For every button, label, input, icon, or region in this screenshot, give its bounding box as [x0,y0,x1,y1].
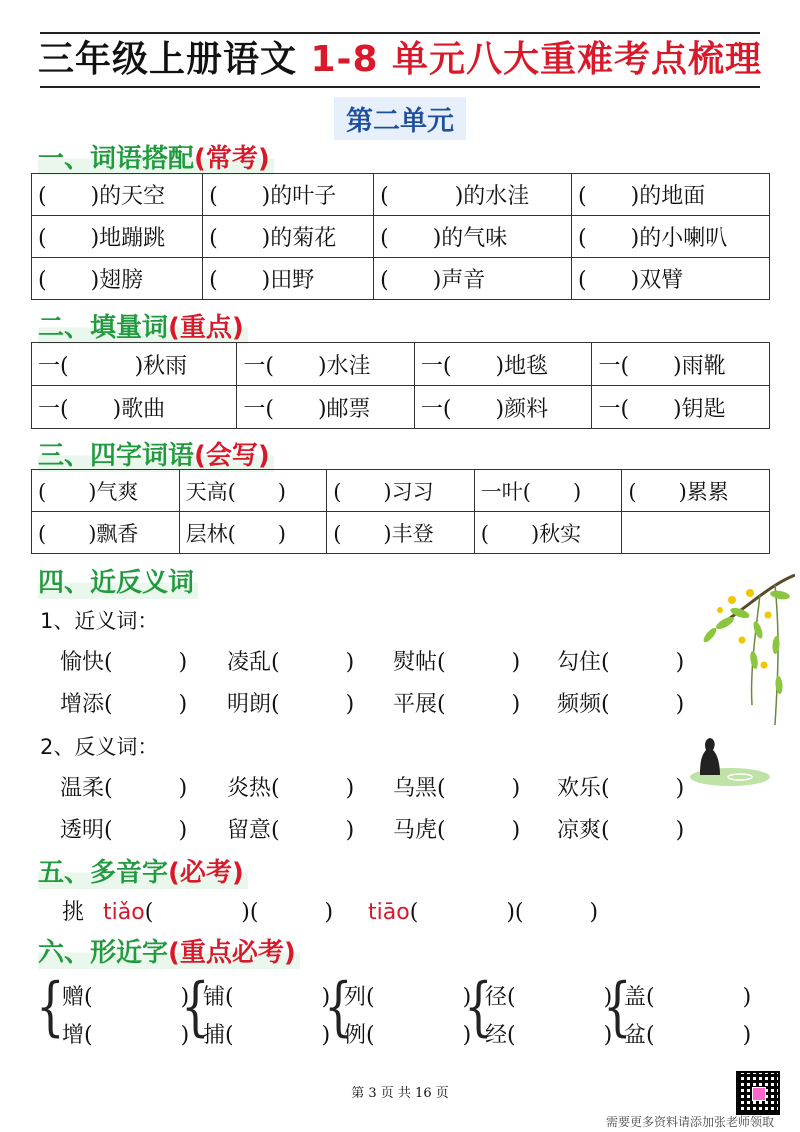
table-cell: ( )的小喇叭 [572,216,770,258]
section-3-heading: 三、四字词语(会写) [38,435,274,472]
section-6-heading: 六、形近字(重点必考) [38,932,300,969]
table-cell: 一( )歌曲 [32,386,237,429]
section-2-heading: 二、填量词(重点) [38,307,248,344]
table-cell: ( )飘香 [32,512,180,554]
brace-2: { [181,970,210,1044]
section-4-heading: 四、近反义词 [38,562,198,599]
table-cell: ( )地蹦跳 [32,216,203,258]
table-cell: ( )习习 [327,470,475,512]
section-5-heading: 五、多音字(必考) [38,852,248,889]
collocation-table [31,173,770,300]
table-cell: ( )气爽 [32,470,180,512]
antonym-label: 2、反义词： [40,735,159,759]
table-cell: 一( )邮票 [237,386,415,429]
table-cell: ( )翅膀 [32,258,203,300]
four-char-table [31,469,770,554]
pair-5-bottom: 盆( ) [624,1023,752,1048]
table-cell: 一( )秋雨 [32,343,237,386]
table-cell: 层林( ) [179,512,327,554]
table-cell: 一( )雨靴 [592,343,770,386]
table-cell: ( )声音 [374,258,572,300]
table-cell: 一( )地毯 [414,343,592,386]
table-cell: 天高( ) [179,470,327,512]
title-red: 1-8 单元八大重难考点梳理 [310,39,763,80]
pair-2-top: 铺( ) [203,985,331,1010]
pair-3-top: 列( ) [344,985,472,1010]
table-cell: 一( )颜料 [414,386,592,429]
branch-illustration [680,555,795,800]
polyphone-row: 挑 tiǎo( )( ) tiāo( )( ) [62,900,599,925]
brace-4: { [464,970,493,1044]
table-cell: ( )田野 [203,258,374,300]
table-cell: ( )的气味 [374,216,572,258]
brace-1: { [36,970,65,1044]
pair-2-bottom: 捕( ) [203,1023,331,1048]
table-cell: 一( )钥匙 [592,386,770,429]
table-cell: 一( )水洼 [237,343,415,386]
brace-5: { [603,970,632,1044]
table-cell: ( )的地面 [572,174,770,216]
brace-3: { [324,970,353,1044]
qr-code[interactable] [736,1071,780,1115]
unit-label: 第二单元 [334,97,466,140]
contact-note: 需要更多资料请添加张老师领取 [605,1115,774,1129]
table-cell: ( )的菊花 [203,216,374,258]
pair-5-top: 盖( ) [624,985,752,1010]
table-cell: ( )的叶子 [203,174,374,216]
measure-word-table [31,342,770,429]
table-cell: ( )双臂 [572,258,770,300]
pair-1-bottom: 增( ) [62,1023,190,1048]
page-number: 第 3 页 共 16 页 [351,1086,449,1101]
pair-4-top: 径( ) [485,985,613,1010]
title-top-rule [40,32,760,34]
page-title [0,38,800,82]
pair-3-bottom: 例( ) [344,1023,472,1048]
table-cell: 一叶( ) [474,470,622,512]
synonym-label: 1、近义词： [40,609,159,633]
table-cell: ( )丰登 [327,512,475,554]
table-cell: ( )的水洼 [374,174,572,216]
table-cell: ( )秋实 [474,512,622,554]
title-bottom-rule [40,86,760,88]
pair-1-top: 赠( ) [62,985,190,1010]
title-black: 三年级上册语文 [37,39,311,80]
table-cell [622,512,770,554]
table-cell: ( )的天空 [32,174,203,216]
pair-4-bottom: 经( ) [485,1023,613,1048]
section-1-heading: 一、词语搭配(常考) [38,138,274,175]
table-cell: ( )累累 [622,470,770,512]
